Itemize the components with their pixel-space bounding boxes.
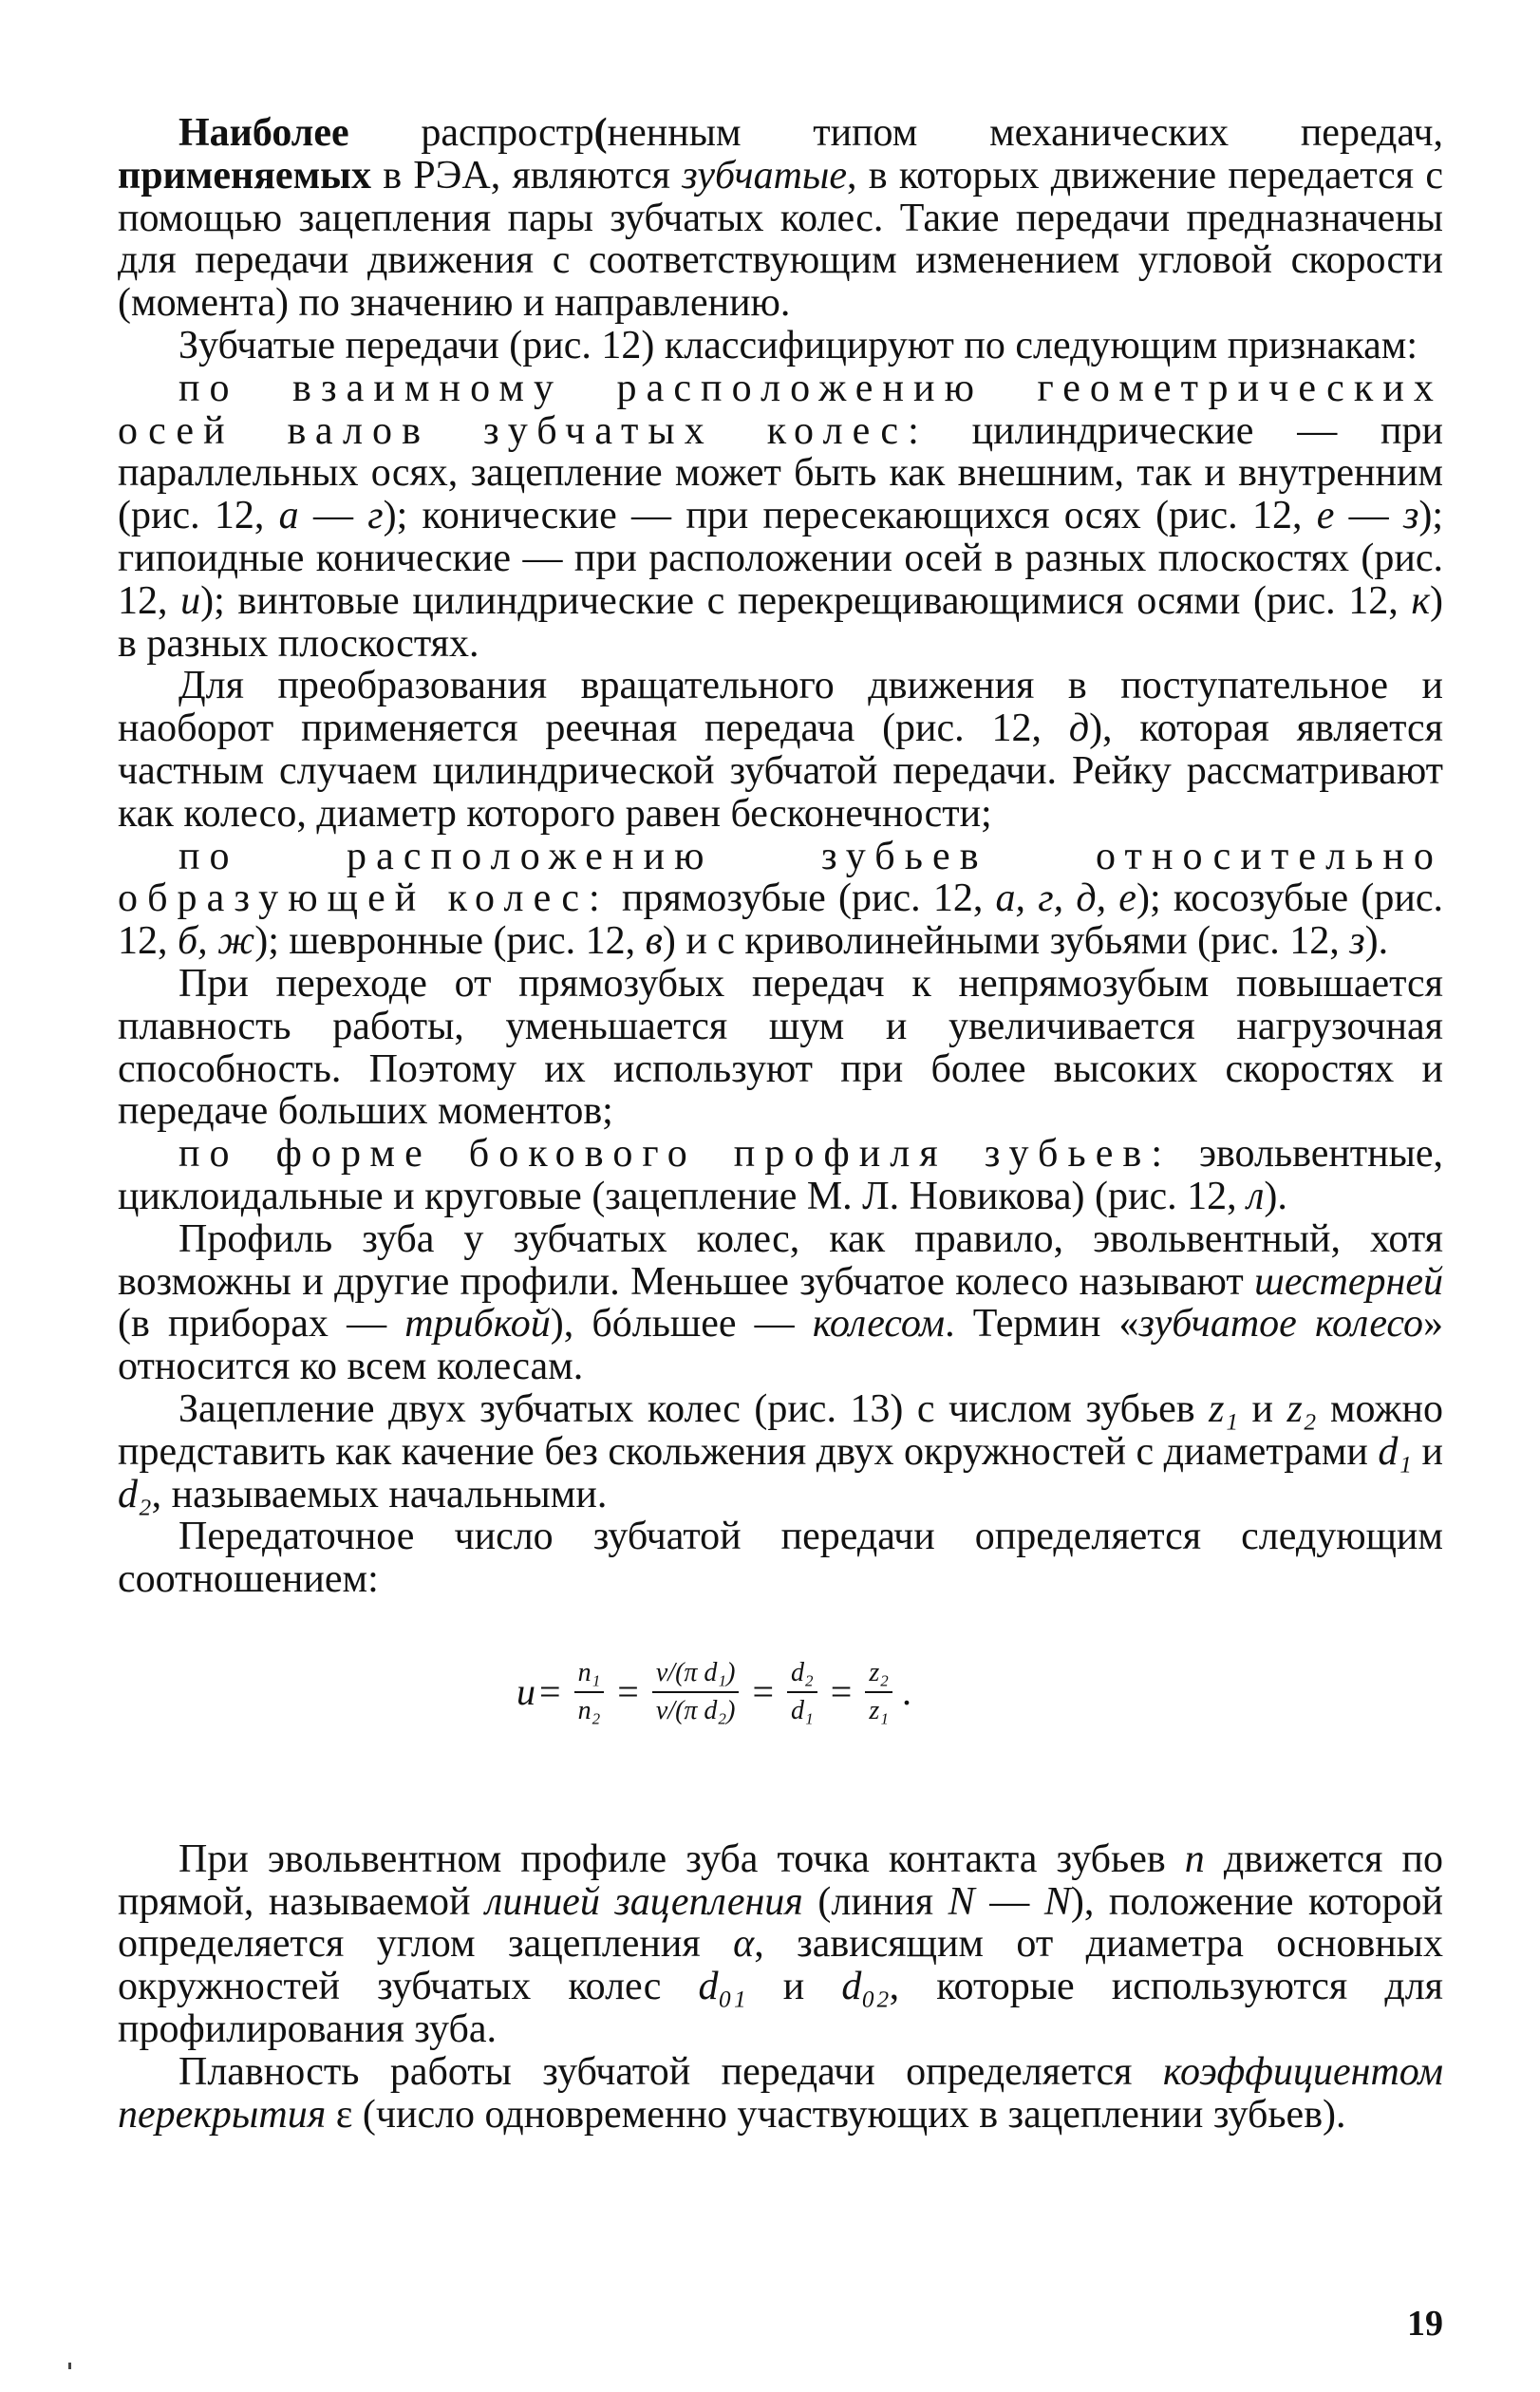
text-run: ). [1364,919,1389,964]
paragraph-p8 [118,1218,1443,1388]
text-run: d₁ [1378,1429,1412,1474]
text-run: движется по прямой, называемой [118,1836,1443,1924]
text-run: по взаимному расположению геометрических осей валов зубчатых колес: [118,366,1443,453]
text-run: г [367,494,384,538]
text-run: , которые используются для профилирования зуба. [118,1965,1443,2052]
text-run: трибкой [404,1302,551,1347]
text-run: применяемых [118,153,371,198]
text-run: з [1349,919,1365,964]
fraction-n [574,1658,605,1726]
text-run: ), которая является частным случаем цилиндрической зубчатой передачи. Рейку рассматривают как колесо, диаметр которого равен бесконечности; [118,706,1443,836]
text-run: по форме бокового профиля зубьев: [178,1132,1173,1177]
formula-eq: = [830,1670,853,1714]
text-run: а [278,494,299,538]
text-run: б, ж [178,919,255,964]
text-run: Профиль зуба у зубчатых колес, как правило, эвольвентный, хотя возможны и другие профили. Меньшее зубчатое колесо называют [118,1216,1443,1304]
text-run: в РЭА, являются [370,153,683,198]
text-run: ), положение которой определяется углом зацепления [118,1879,1443,1967]
text-run: шестерней [1254,1259,1443,1304]
text-run: колесом [812,1302,946,1347]
paragraph-p3 [118,367,1443,666]
text-run: d₀₂ [841,1965,890,2009]
text-run: Зубчатые передачи (рис. 12) классифицируют по следующим признакам: [178,323,1418,367]
text-run: и [1238,1386,1287,1431]
text-run: Плавность работы зубчатой передачи определяется [178,2049,1163,2094]
text-run: и [180,578,201,623]
text-run: эвольвентные, циклоидальные и круговые (зацепление М. Л. Новикова) (рис. 12, [118,1132,1444,1218]
text-run: (линия [802,1879,948,1924]
paragraph-p1 [118,112,1443,325]
text-run: распростр [348,111,594,155]
text-run: z₂ [1286,1386,1317,1431]
text-run: ); шевронные (рис. 12, [254,919,646,964]
text-run: (в приборах — [118,1302,405,1347]
text-run: линией зацепления [485,1879,803,1924]
text-run: d₂ [118,1472,152,1516]
gear-ratio-formula [516,1658,911,1726]
text-run: d₀₁ [698,1965,746,2009]
text-run: в [645,919,663,964]
formula-block [118,1601,1443,1838]
text-run: з [1402,494,1419,538]
paragraph-p7 [118,1133,1443,1218]
scan-speck [68,2363,71,2369]
text-run: ( [593,111,608,155]
text-run: зубчатые [682,153,847,198]
fraction-v-den: v/(π d₂) [655,1695,736,1725]
text-run: ); косозубые (рис. 12, [118,876,1443,964]
text-run: При переходе от прямозубых передач к непрямозубым повышается плавность работы, уменьшается шум и увеличивается нагрузочная способность. Поэтому их используют при более высоких скоростях и передаче больших моментов; [118,961,1443,1134]
text-run: ); конические — при пересекающихся осях (рис. 12, [383,494,1317,538]
text-run: ) и с криволинейными зубьями (рис. 12, [662,919,1350,964]
text-before-formula [118,112,1443,1601]
text-run: , зависящим от диаметра основных окружностей зубчатых колес [118,1922,1443,2009]
text-run: . Термин « [945,1302,1139,1347]
text-run: ). [1264,1174,1287,1218]
text-run: , называемых начальными. [151,1472,608,1516]
fraction-z-num: z₂ [865,1658,892,1693]
text-run: z₁ [1209,1386,1239,1431]
text-run: е [1316,494,1335,538]
text-run: — [298,494,368,538]
text-run: ), бóльшее — [550,1302,813,1347]
text-after-formula [118,1838,1443,2137]
paragraph-p10 [118,1516,1443,1601]
text-run: ); гипоидные конические — при расположении осей в разных плоскостях (рис. 12, [118,494,1443,623]
text-run: ); винтовые цилиндрические с перекрещивающимися осями (рис. 12, [200,578,1412,623]
text-run: » относится ко всем колесам. [118,1302,1444,1389]
text-run: ) в разных плоскостях. [118,578,1444,666]
formula-eq: = [617,1670,639,1714]
text-run: л [1247,1174,1265,1218]
page-number: 19 [1407,2304,1443,2344]
fraction-n-num: n₁ [574,1658,605,1693]
text-run: и [745,1965,842,2009]
paragraph-p2 [118,325,1443,367]
text-run: можно представить как качение без скольжения двух окружностей с диаметрами [118,1386,1443,1474]
text-run: N [948,1879,975,1924]
text-run: цилиндрические — при параллельных осях, зацепление может быть как внешним, так и внутренним (рис. 12, [118,408,1443,538]
text-run: Наиболее [178,111,349,155]
fraction-v-num: v/(π d₁) [652,1658,740,1693]
paragraph-p11 [118,1838,1443,2051]
formula-eq: = [752,1670,775,1714]
text-run: ε (число одновременно участвующих в зацеплении зубьев). [326,2092,1346,2137]
fraction-v [652,1658,740,1726]
text-run: , в которых движение передается с помощью зацепления пары зубчатых колес. Такие передачи предназначены для передачи движения с соответствующим изменением угловой скорости (момента) по значению и направлению. [118,153,1443,326]
text-run: При эвольвентном профиле зуба точка контакта зубьев [178,1836,1185,1881]
formula-end: . [901,1670,911,1714]
text-run: Передаточное число зубчатой передачи определяется следующим соотношением: [118,1515,1443,1602]
paragraph-p9 [118,1388,1443,1516]
text-run: коэффициентом перекрытия [118,2049,1443,2137]
text-run: Зацепление двух зубчатых колес (рис. 13) с числом зубьев [178,1386,1210,1431]
text-run: Для преобразования вращательного движения в поступательное и наоборот применяется реечная передача (рис. 12, [118,664,1443,751]
text-run: n [1184,1836,1205,1881]
text-run: к [1411,578,1431,623]
fraction-d [787,1658,817,1726]
paragraph-p6 [118,963,1443,1133]
text-run: — [1334,494,1403,538]
text-run: а, г, д, е [995,876,1136,921]
text-run: по расположению зубьев относительно образующей колес: [118,834,1443,921]
fraction-z [865,1658,892,1726]
text-run: ненным типом механических передач, [607,111,1443,155]
fraction-n-den: n₂ [577,1695,601,1725]
fraction-d-num: d₂ [787,1658,817,1693]
text-run: α [733,1922,755,1967]
text-run: д [1068,706,1090,751]
fraction-d-den: d₁ [791,1695,814,1725]
fraction-z-den: z₁ [869,1695,889,1725]
text-run: прямозубые (рис. 12, [609,876,996,921]
formula-lhs: u [516,1670,535,1714]
page-body [118,112,1443,2136]
paragraph-p12 [118,2051,1443,2137]
text-run: N [1043,1879,1071,1924]
text-run: и [1412,1429,1443,1474]
formula-eq: = [539,1670,561,1714]
text-run: — [974,1879,1044,1924]
text-run: зубчатое колесо [1138,1302,1424,1347]
paragraph-p4 [118,665,1443,835]
paragraph-p5 [118,836,1443,963]
